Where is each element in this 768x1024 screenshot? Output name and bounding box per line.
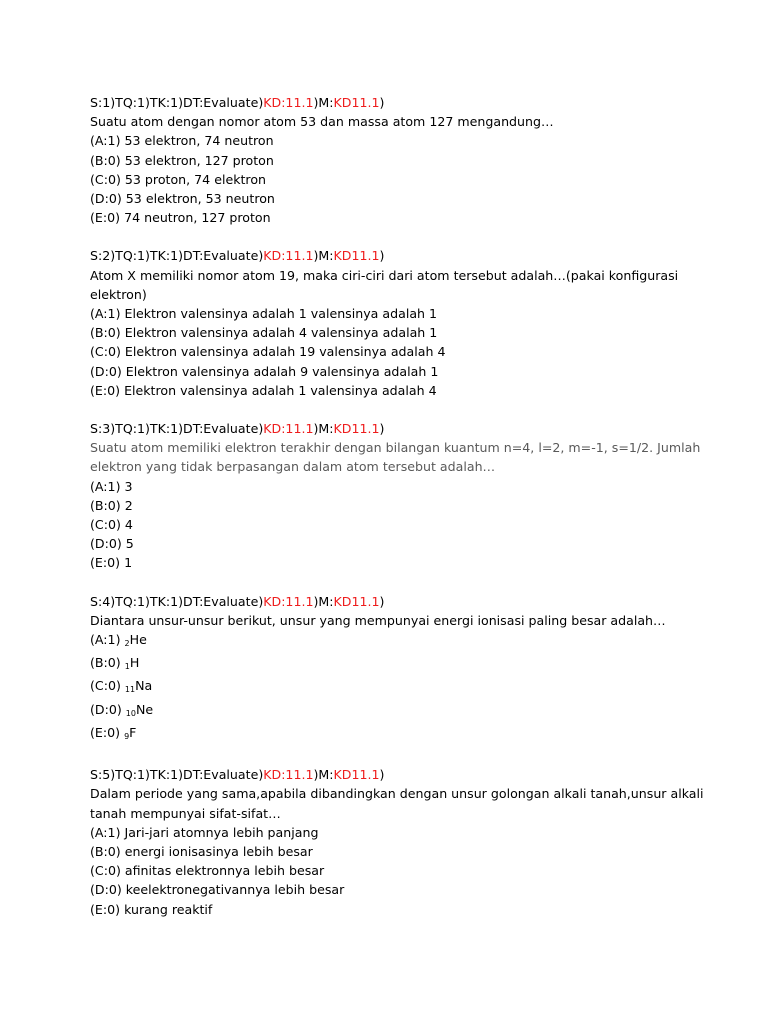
option-d <box>90 189 690 208</box>
option-text: 53 elektron, 53 neutron <box>125 191 275 207</box>
option-key: (C:0) <box>90 171 121 187</box>
option-key: (A:1) <box>90 133 121 149</box>
option-b <box>90 842 690 861</box>
option-text: kurang reaktif <box>124 901 213 917</box>
option-a <box>90 477 690 496</box>
option-key: (C:0) <box>90 517 121 533</box>
m-code: KD11.1 <box>333 95 380 110</box>
atomic-number: 1 <box>124 662 130 672</box>
kd-code: KD:11.1 <box>263 95 314 110</box>
m-code: KD11.1 <box>333 767 380 783</box>
header-end: ) <box>379 248 385 264</box>
option-c <box>90 342 690 361</box>
option-text: energi ionisasinya lebih besar <box>124 843 313 859</box>
option-key: (E:0) <box>90 724 121 740</box>
question-header <box>90 93 690 112</box>
option-text: 4 <box>124 517 133 533</box>
option-b <box>90 151 690 170</box>
option-e <box>90 381 690 400</box>
kd-code: KD:11.1 <box>263 593 314 609</box>
option-d <box>90 534 690 553</box>
element-symbol: He <box>129 632 147 648</box>
header-prefix: S:5)TQ:1)TK:1)DT:Evaluate) <box>90 767 264 783</box>
option-key: (B:0) <box>90 497 121 513</box>
option-a <box>90 823 690 842</box>
kd-code: KD:11.1 <box>263 421 314 437</box>
element-symbol: F <box>129 724 137 740</box>
question-stem-line-2: elektron) <box>90 286 147 302</box>
option-text: 74 neutron, 127 proton <box>124 210 271 226</box>
option-text: Elektron valensinya adalah 1 valensinya adalah 1 <box>124 306 438 322</box>
option-key: (A:1) <box>90 632 121 648</box>
option-text: 2 <box>124 497 133 513</box>
option-text: 53 proton, 74 elektron <box>124 171 267 187</box>
option-e <box>90 723 690 746</box>
atomic-number: 9 <box>124 731 130 741</box>
option-key: (D:0) <box>90 363 122 379</box>
m-code: KD11.1 <box>333 248 380 264</box>
kd-code: KD:11.1 <box>263 767 314 783</box>
header-mid: )M: <box>313 421 334 437</box>
option-d <box>90 700 690 723</box>
question-2 <box>90 246 690 400</box>
kd-code: KD:11.1 <box>263 248 314 264</box>
document-page <box>90 93 704 938</box>
option-a <box>90 131 690 150</box>
option-text: 5 <box>125 536 134 552</box>
option-e <box>90 900 690 919</box>
question-5 <box>90 765 704 919</box>
option-e <box>90 553 690 572</box>
question-stem-line-2: elektron yang tidak berpasangan dalam atom tersebut adalah… <box>90 459 496 475</box>
option-key: (E:0) <box>90 555 121 571</box>
option-key: (B:0) <box>90 843 121 859</box>
element-symbol: Ne <box>135 701 154 717</box>
option-c <box>90 676 690 699</box>
option-key: (D:0) <box>90 536 122 552</box>
element-symbol: H <box>129 655 140 671</box>
question-stem-line-1: Dalam periode yang sama,apabila dibandingkan dengan unsur golongan alkali tanah,unsur alkali <box>90 786 704 802</box>
option-d <box>90 362 690 381</box>
header-end: ) <box>379 767 385 783</box>
question-3 <box>90 419 701 573</box>
option-text: 3 <box>124 478 133 494</box>
atomic-number: 2 <box>124 639 130 649</box>
option-d <box>90 880 690 899</box>
header-prefix: S:4)TQ:1)TK:1)DT:Evaluate) <box>90 593 264 609</box>
header-prefix: S:3)TQ:1)TK:1)DT:Evaluate) <box>90 421 264 437</box>
question-1 <box>90 93 690 227</box>
atomic-number: 11 <box>124 685 136 695</box>
option-text: Elektron valensinya adalah 1 valensinya adalah 4 <box>124 382 437 398</box>
header-mid: )M: <box>313 95 334 110</box>
option-key: (C:0) <box>90 344 121 360</box>
option-key: (A:1) <box>90 478 121 494</box>
header-prefix: S:1)TQ:1)TK:1)DT:Evaluate) <box>90 95 264 110</box>
option-text: 53 elektron, 74 neutron <box>124 133 274 149</box>
option-text: 1 <box>124 555 133 571</box>
option-text: Elektron valensinya adalah 19 valensinya adalah 4 <box>124 344 446 360</box>
question-stem-line-1: Atom X memiliki nomor atom 19, maka ciri-ciri dari atom tersebut adalah…(pakai konfigurasi <box>90 267 679 283</box>
question-header <box>90 765 690 784</box>
header-prefix: S:2)TQ:1)TK:1)DT:Evaluate) <box>90 248 264 264</box>
header-mid: )M: <box>313 593 334 609</box>
question-stem: Diantara unsur-unsur berikut, unsur yang mempunyai energi ionisasi paling besar adalah… <box>90 612 666 628</box>
option-e <box>90 208 690 227</box>
option-c <box>90 861 690 880</box>
element-symbol: Na <box>135 678 153 694</box>
header-mid: )M: <box>313 248 334 264</box>
header-mid: )M: <box>313 767 334 783</box>
option-key: (D:0) <box>90 191 122 207</box>
option-key: (B:0) <box>90 152 121 168</box>
question-header <box>90 246 690 265</box>
question-header <box>90 419 690 438</box>
option-a <box>90 630 690 653</box>
option-text: Elektron valensinya adalah 9 valensinya adalah 1 <box>125 363 439 379</box>
option-key: (D:0) <box>90 882 122 898</box>
option-a <box>90 304 690 323</box>
option-key: (E:0) <box>90 382 121 398</box>
header-end: ) <box>379 95 385 110</box>
header-end: ) <box>379 421 385 437</box>
m-code: KD11.1 <box>333 593 380 609</box>
question-stem-line-1: Suatu atom memiliki elektron terakhir dengan bilangan kuantum n=4, l=2, m=-1, s=1/2. Jumlah <box>90 440 701 456</box>
option-b <box>90 653 690 676</box>
question-header <box>90 592 690 611</box>
atomic-number: 10 <box>125 708 136 718</box>
option-key: (D:0) <box>90 701 122 717</box>
option-text: afinitas elektronnya lebih besar <box>124 863 325 879</box>
option-key: (E:0) <box>90 901 121 917</box>
question-stem: Suatu atom dengan nomor atom 53 dan massa atom 127 mengandung… <box>90 114 554 130</box>
option-key: (C:0) <box>90 863 121 879</box>
question-stem-line-2: tanah mempunyai sifat-sifat… <box>90 805 281 821</box>
option-key: (B:0) <box>90 325 121 341</box>
option-text: 53 elektron, 127 proton <box>124 152 274 168</box>
option-text: keelektronegativannya lebih besar <box>125 882 345 898</box>
option-text: Elektron valensinya adalah 4 valensinya adalah 1 <box>124 325 438 341</box>
option-key: (B:0) <box>90 655 121 671</box>
option-key: (A:1) <box>90 306 121 322</box>
option-key: (A:1) <box>90 824 121 840</box>
option-c <box>90 170 690 189</box>
option-key: (E:0) <box>90 210 121 226</box>
option-b <box>90 323 690 342</box>
question-4 <box>90 592 690 746</box>
header-end: ) <box>379 593 385 609</box>
option-key: (C:0) <box>90 678 121 694</box>
option-b <box>90 496 690 515</box>
option-c <box>90 515 690 534</box>
m-code: KD11.1 <box>333 421 380 437</box>
option-text: Jari-jari atomnya lebih panjang <box>124 824 319 840</box>
